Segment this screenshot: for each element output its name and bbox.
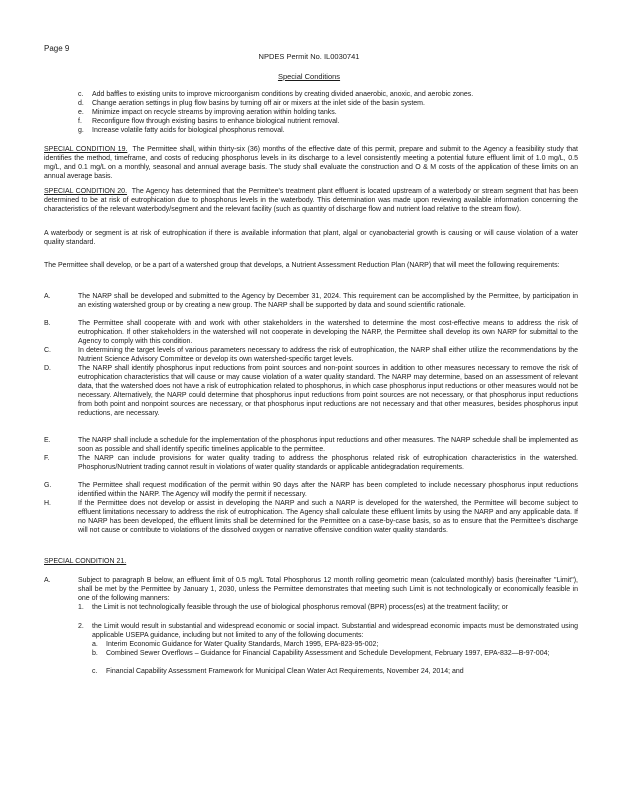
- guidance-doc-label: a.: [92, 641, 98, 648]
- list-item-label: e.: [78, 109, 84, 116]
- sc21-item-text: Subject to paragraph B below, an effluent limit of 0.5 mg/L Total Phosphorus 12 month rolling geometric mean (calculated monthly) basis (hereinafter "Limit"), shall be met by the Permittee by January 1, 2030, unless the Permittee demonstrates that meeting such Limit is not technologically or economically feasible in one of the following manners:: [78, 577, 578, 602]
- narp-item-label: B.: [44, 320, 51, 327]
- permit-number: NPDES Permit No. IL0030741: [258, 52, 360, 61]
- list-item-label: g.: [78, 127, 84, 134]
- narp-item-text: If the Permittee does not develop or assist in developing the NARP and such a NARP is developed for the watershed, the Permittee will become subject to effluent limitations necessary to address the risk of eutrophication. The Agency shall calculate these effluent limits by using the NARP and any applicable data. If no NARP has been developed, the effluent limits shall be determined for the Permittee on a case-by-case basis, so as to ensure that the Permittee's discharge will not cause or contribute to violations of the dissolved oxygen or narrative offensive condition water quality standards.: [78, 500, 578, 534]
- narp-item-label: D.: [44, 365, 51, 372]
- sc20-paragraph-3: The Permittee shall develop, or be a part of a watershed group that develops, a Nutrient Assessment Reduction Plan (NARP) that will meet the following requirements:: [44, 262, 560, 269]
- narp-item-label: A.: [44, 293, 51, 300]
- narp-item-text: The NARP shall be developed and submitted to the Agency by December 31, 2024. This requirement can be accomplished by the Permittee, by participation in an existing watershed group or by creating a new group. The NARP shall be supported by data and sound scientific rationale.: [78, 293, 578, 309]
- special-condition-20: [44, 187, 578, 214]
- guidance-doc-text: Combined Sewer Overflows – Guidance for Financial Capability Assessment and Schedule Development, February 1997, EPA-832—B-97-004;: [106, 650, 550, 657]
- narp-item-label: E.: [44, 437, 51, 444]
- section-title: Special Conditions: [277, 72, 341, 81]
- narp-item-text: The NARP shall include a schedule for the implementation of the phosphorus input reductions and other measures. The NARP schedule shall be implemented as soon as possible and shall identify specific timelines applicable to the permittee.: [78, 437, 578, 453]
- list-item-label: c.: [78, 91, 84, 98]
- guidance-doc-text: Financial Capability Assessment Framework for Municipal Clean Water Act Requirements, November 24, 2014; and: [106, 668, 464, 675]
- page-number: Page 9: [44, 44, 70, 53]
- narp-item-label: H.: [44, 500, 51, 507]
- narp-item-text: The NARP can include provisions for water quality trading to address the phosphorus related risk of eutrophication characteristics in the watershed. Phosphorus/Nutrient trading cannot result in violations of water quality standards or applicable antidegradation requirements.: [78, 455, 578, 471]
- list-item-text: Reconfigure flow through existing basins to enhance biological nutrient removal.: [92, 118, 340, 125]
- narp-item-label: F.: [44, 455, 50, 462]
- narp-item-text: The Permittee shall cooperate with and work with other stakeholders in the watershed to determine the most cost-effective means to address the risk of eutrophication. If other stakeholders in the watershed will not cooperate in developing the NARP, the Permittee shall develop its own NARP for submittal to the Agency to comply with this condition.: [78, 320, 578, 345]
- sc20-heading: SPECIAL CONDITION 20.: [44, 188, 128, 195]
- special-condition-19: [44, 145, 578, 181]
- sc19-text: The Permittee shall, within thirty-six (36) months of the effective date of this permit, prepare and submit to the Agency a feasibility study that identifies the method, timeframe, and costs of reducing phosphorus levels in its discharge to a level consistently meeting a potential future effluent limit of 1.0 mg/L, 0.5 mg/L, and 0.1 mg/L on a monthly, seasonal and annual average basis. The study shall evaluate the construction and O & M costs of the application of these limits on an annual average basis.: [44, 146, 578, 180]
- sc20-paragraph-2: A waterbody or segment is at risk of eutrophication if there is available information that plant, algal or cyanobacterial growth is causing or will cause violation of a water quality standard.: [44, 230, 578, 246]
- list-item-text: Add baffles to existing units to improve microorganism conditions by creating divided anaerobic, anoxic, and aerobic zones.: [92, 91, 474, 98]
- narp-item-label: C.: [44, 347, 51, 354]
- list-item-text: Increase volatile fatty acids for biological phosphorus removal.: [92, 127, 285, 134]
- list-item-label: d.: [78, 100, 84, 107]
- sc21-item-label: A.: [44, 577, 51, 584]
- narp-item-text: The Permittee shall request modification of the permit within 90 days after the NARP has been completed to include necessary phosphorus input reductions identified within the NARP. The Agency will modify the permit if necessary.: [78, 482, 578, 498]
- sc20-text: The Agency has determined that the Permittee's treatment plant effluent is located upstream of a waterbody or stream segment that has been determined to be at risk of eutrophication due to phosphorus levels in the waterbody. This determination was made upon reviewing available information concerning the characteristics of the relevant waterbody/segment and the relevant facility (such as quantity of discharge flow and nutrient load relative to the stream flow).: [44, 188, 578, 213]
- guidance-doc-text: Interim Economic Guidance for Water Quality Standards, March 1995, EPA-823-95-002;: [106, 641, 379, 648]
- sc21-heading-text: SPECIAL CONDITION 21.: [44, 558, 127, 565]
- sc21-subitem-text: the Limit would result in substantial and widespread economic or social impact. Substantial and widespread economic impacts must be demonstrated using applicable USEPA guidance, including but not limited to any of the following documents:: [92, 623, 578, 639]
- narp-item-text: The NARP shall identify phosphorus input reductions from point sources and non-point sources in addition to other measures necessary to remove the risk of eutrophication characteristics that will cause or may cause violation of a water quality standard. The NARP may determine, based on an assessment of relevant data, that the watershed does not have a risk of eutrophication related to phosphorus, in which case phosphorus input reductions or other measures would not be necessary. Alternatively, the NARP could determine that phosphorus input reductions from point sources are not necessary, or that phosphorus input reductions from both point and nonpoint sources are necessary, or that phosphorus input reductions are not necessary and that other measures, besides phosphorus input reductions, are necessary.: [78, 365, 578, 417]
- narp-item-text: In determining the target levels of various parameters necessary to address the risk of eutrophication, the NARP shall either utilize the recommendations by the Nutrient Science Advisory Committee or develop its own watershed-specific target levels.: [78, 347, 578, 363]
- list-item-text: Minimize impact on recycle streams by improving aeration within holding tanks.: [92, 109, 337, 116]
- sc19-heading: SPECIAL CONDITION 19.: [44, 146, 128, 153]
- sc21-subitem-text: the Limit is not technologically feasible through the use of biological phosphorus removal (BPR) process(es) at the treatment facility; or: [92, 604, 508, 611]
- guidance-doc-label: c.: [92, 668, 98, 675]
- guidance-doc-label: b.: [92, 650, 98, 657]
- list-item-label: f.: [78, 118, 82, 125]
- sc21-subitem-label: 1.: [78, 604, 84, 611]
- narp-item-label: G.: [44, 482, 52, 489]
- sc21-heading: [44, 557, 126, 566]
- sc21-subitem-label: 2.: [78, 623, 84, 630]
- list-item-text: Change aeration settings in plug flow basins by turning off air or mixers at the inlet side of the basin system.: [92, 100, 425, 107]
